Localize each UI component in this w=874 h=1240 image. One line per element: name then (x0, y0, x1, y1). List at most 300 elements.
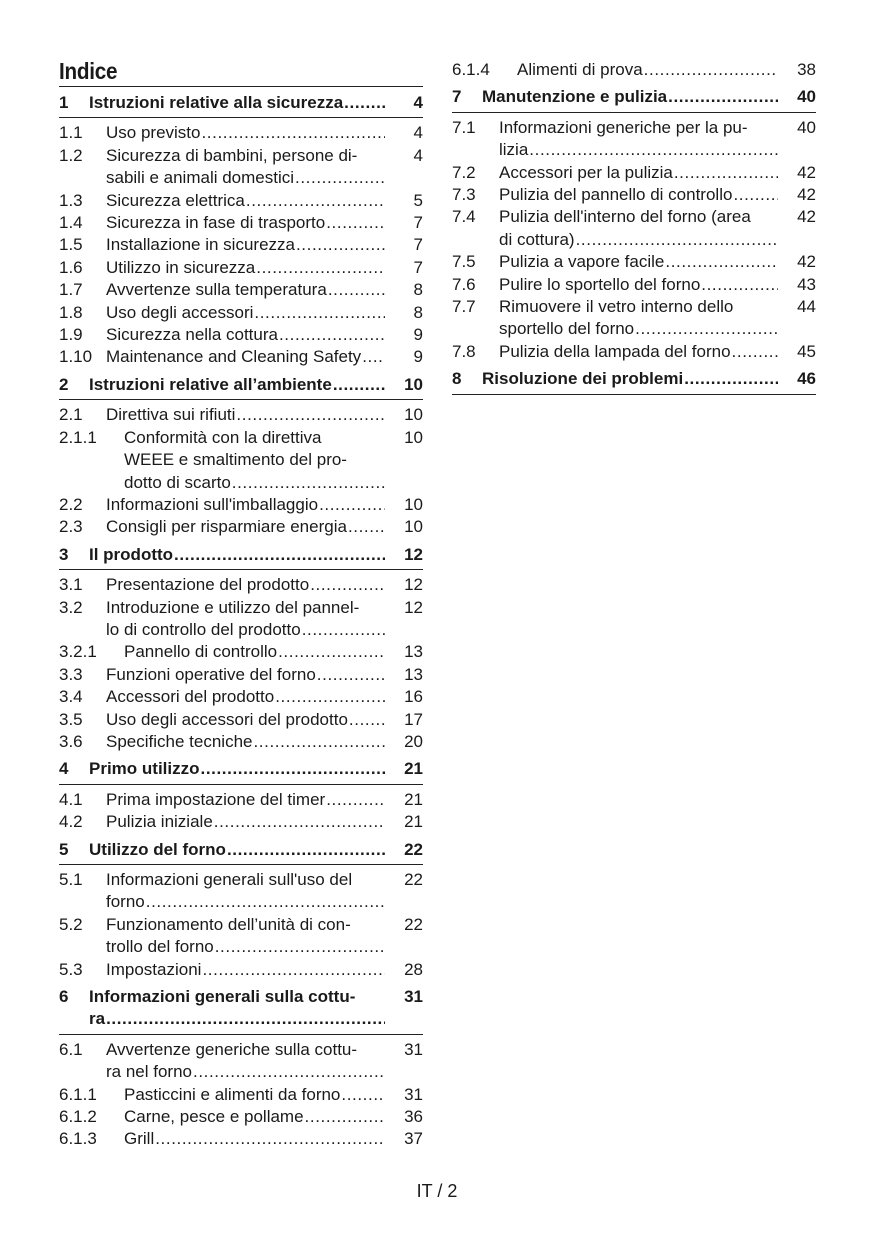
toc-entry-page: 12 (404, 575, 423, 595)
toc-entry-title-text: Pasticcini e alimenti da forno (124, 1084, 341, 1104)
toc-entry-title (106, 789, 385, 811)
toc-chapter-entry[interactable] (452, 81, 816, 112)
dot-leader (279, 324, 385, 346)
toc-entry-title (89, 544, 385, 566)
toc-entry-title-text: Pulizia della lampada del forno (499, 341, 731, 361)
toc-entry-page: 38 (797, 60, 816, 79)
toc-entry-title-text: Presentazione del prodotto (106, 575, 310, 595)
toc-entry-title (106, 709, 385, 731)
toc-entry-title-line (89, 544, 385, 566)
toc-entry-title-text: Funzioni operative del forno (106, 664, 316, 684)
toc-entry-title-line (106, 936, 385, 958)
toc-entry[interactable] (452, 251, 816, 273)
toc-entry[interactable] (452, 184, 816, 206)
toc-entry-title-text: Primo utilizzo (89, 759, 200, 779)
toc-entry-title (517, 59, 778, 81)
toc-entry-title-line (106, 789, 385, 811)
toc-entry-page: 10 (404, 494, 423, 514)
toc-entry-number: 3.4 (59, 687, 83, 707)
toc-entry-page: 7 (413, 257, 423, 277)
toc-entry[interactable] (59, 574, 423, 596)
toc-entry-title (124, 1128, 385, 1150)
toc-entry-number: 6.1 (59, 1039, 83, 1059)
toc-entry-number: 1.5 (59, 235, 83, 255)
toc-entry-number: 3.2.1 (59, 642, 97, 662)
toc-entry[interactable] (59, 914, 423, 959)
toc-entry-page: 13 (404, 664, 423, 684)
toc-entry[interactable] (452, 341, 816, 363)
toc-entry-title-line (124, 641, 385, 663)
toc-entry-title-line (499, 274, 778, 296)
toc-chapter-entry[interactable] (452, 363, 816, 394)
toc-entry-title-line (89, 1008, 385, 1030)
page-title: Indice (59, 58, 118, 84)
toc-entry-number: 5.2 (59, 914, 83, 934)
toc-entry-title-line: Avvertenze generiche sulla cottu- (106, 1039, 358, 1059)
toc-entry-title-text: sabili e animali domestici (106, 168, 295, 188)
dot-leader (295, 167, 385, 189)
toc-entry[interactable] (59, 302, 423, 324)
toc-entry-page: 31 (404, 1084, 423, 1104)
toc-entry-page: 43 (797, 274, 816, 294)
toc-entry-title-text: lizia (499, 140, 529, 160)
toc-entry-title-text: Carne, pesce e pollame (124, 1107, 304, 1127)
toc-entry-title-line (499, 139, 778, 161)
toc-entry-page: 42 (797, 162, 816, 182)
toc-entry-page: 21 (404, 812, 423, 832)
dot-leader (349, 709, 385, 731)
toc-entry-title-line (124, 1128, 385, 1150)
toc-entry-page: 42 (797, 185, 816, 205)
toc-entry-number: 7.5 (452, 252, 476, 272)
toc-entry[interactable] (452, 117, 816, 162)
toc-entry-page: 40 (797, 117, 816, 137)
toc-entry-number: 1.1 (59, 123, 83, 143)
toc-entry-title-line (89, 374, 385, 396)
toc-entry-title (124, 1106, 385, 1128)
toc-entry[interactable] (452, 274, 816, 296)
toc-entry-page: 12 (404, 544, 423, 564)
toc-entry-title (106, 404, 385, 426)
toc-entry[interactable] (59, 959, 423, 981)
toc-entry-number: 1.7 (59, 280, 83, 300)
toc-entry-title-text: Maintenance and Cleaning Safety (106, 347, 362, 367)
dot-leader (674, 162, 778, 184)
dot-leader (302, 619, 385, 641)
toc-entry-page: 7 (413, 235, 423, 255)
toc-chapter-entry[interactable] (59, 981, 423, 1035)
toc-entry[interactable] (59, 212, 423, 234)
dot-leader (214, 811, 385, 833)
toc-entry-title-text: trollo del forno (106, 937, 214, 957)
toc-entry-page: 10 (404, 374, 423, 394)
toc-entry-page: 44 (797, 297, 816, 317)
toc-entry-number: 7.2 (452, 162, 476, 182)
page-number: IT / 2 (416, 1181, 458, 1201)
toc-entry-title-line (106, 167, 385, 189)
toc-entry-title-text: Consigli per risparmiare energia (106, 517, 347, 537)
toc-entry-title-text: Uso degli accessori (106, 302, 254, 322)
dot-leader (529, 139, 778, 161)
toc-entry-title-line (106, 404, 385, 426)
toc-entry-number: 3.2 (59, 597, 83, 617)
dot-leader (275, 686, 385, 708)
toc-entry-page: 42 (797, 252, 816, 272)
toc-entry[interactable] (59, 709, 423, 731)
toc-entry-title (499, 251, 778, 273)
toc-entry-title-line (106, 664, 385, 686)
dot-leader (215, 936, 385, 958)
toc-entry-title (89, 758, 385, 780)
toc-entry-page: 9 (413, 325, 423, 345)
toc-entry-title-line (106, 811, 385, 833)
toc-entry-number: 5 (59, 839, 69, 859)
toc-entry-title-line (517, 59, 778, 81)
toc-entry-page: 22 (404, 839, 423, 859)
toc-entry-title-text: Uso previsto (106, 123, 201, 143)
toc-entry-number: 2.3 (59, 517, 83, 537)
toc-entry-title (124, 1084, 385, 1106)
toc-entry-title-line (89, 92, 385, 114)
toc-chapter-entry[interactable] (59, 753, 423, 784)
toc-entry[interactable] (59, 597, 423, 642)
toc-entry-number: 6.1.4 (452, 60, 490, 79)
dot-leader (253, 731, 385, 753)
toc-entry[interactable] (59, 427, 423, 494)
toc-entry-number: 8 (452, 369, 462, 389)
dot-leader (326, 212, 385, 234)
toc-entry-title-line: WEEE e smaltimento del pro- (124, 450, 347, 470)
dot-leader (146, 891, 385, 913)
toc-entry-title (106, 324, 385, 346)
dot-leader (328, 279, 385, 301)
dot-leader (174, 544, 385, 566)
toc-entry[interactable] (452, 206, 816, 251)
toc-entry[interactable] (59, 346, 423, 368)
dot-leader (319, 494, 385, 516)
dot-leader (201, 122, 385, 144)
toc-entry-number: 3 (59, 544, 69, 564)
toc-entry[interactable] (59, 122, 423, 144)
toc-entry-title (89, 839, 385, 861)
toc-entry-number: 3.6 (59, 731, 83, 751)
dot-leader (305, 1106, 385, 1128)
toc-entry-title-text: Utilizzo in sicurezza (106, 257, 256, 277)
toc-entry-title-text: Sicurezza in fase di trasporto (106, 213, 326, 233)
toc-entry-number: 6.1.1 (59, 1084, 97, 1104)
toc-entry-title (482, 368, 778, 390)
dot-leader (246, 190, 385, 212)
toc-entry[interactable] (59, 234, 423, 256)
toc-entry[interactable] (59, 1106, 423, 1128)
toc-entry-number: 1.8 (59, 302, 83, 322)
toc-entry-title-line: Funzionamento dell’unità di con- (106, 914, 351, 934)
toc-entry[interactable] (59, 731, 423, 753)
toc-entry-title (124, 641, 385, 663)
toc-entry-number: 6.1.2 (59, 1107, 97, 1127)
toc-entry[interactable] (59, 789, 423, 811)
toc-entry-number: 1 (59, 93, 69, 112)
toc-entry[interactable] (452, 296, 816, 341)
toc-entry-title-line (106, 686, 385, 708)
toc-entry-page: 17 (404, 709, 423, 729)
toc-entry-title-text: Prima impostazione del timer (106, 789, 326, 809)
toc-entry-title-text: lo di controllo del prodotto (106, 619, 301, 639)
toc-entry-title-text: ra (89, 1009, 106, 1029)
toc-entry-number: 3.1 (59, 575, 83, 595)
toc-entry-title-text: Avvertenze sulla temperatura (106, 280, 327, 300)
dot-leader (668, 86, 778, 108)
toc-entry-page: 42 (797, 207, 816, 227)
toc-entry[interactable] (59, 1128, 423, 1150)
toc-entry-number: 2.2 (59, 494, 83, 514)
toc-entry-title-line (89, 758, 385, 780)
toc-entry-page: 9 (413, 347, 423, 367)
toc-entry-page: 12 (404, 597, 423, 617)
toc-entry-title-line (124, 1084, 385, 1106)
toc-entry-title-line: Rimuovere il vetro interno dello (499, 297, 734, 317)
dot-leader (278, 641, 385, 663)
toc-entry-number: 7.6 (452, 274, 476, 294)
toc-entry-number: 7.4 (452, 207, 476, 227)
toc-entry-page: 16 (404, 687, 423, 707)
toc-entry-title (89, 986, 385, 1031)
toc-entry-page: 13 (404, 642, 423, 662)
toc-entry-title-line (499, 162, 778, 184)
toc-entry-number: 1.3 (59, 190, 83, 210)
toc-chapter-entry[interactable] (59, 87, 423, 118)
toc-entry-title-text: Istruzioni relative all’ambiente (89, 374, 332, 394)
toc-entry-title (106, 664, 385, 686)
toc-entry-title-line (106, 891, 385, 913)
toc-entry-number: 4 (59, 759, 69, 779)
dot-leader (296, 234, 385, 256)
toc-entry-title-text: Utilizzo del forno (89, 839, 226, 859)
toc-entry-page: 4 (413, 93, 423, 112)
toc-chapter-entry[interactable] (59, 539, 423, 570)
toc-entry[interactable] (59, 686, 423, 708)
toc-entry[interactable] (59, 145, 423, 190)
dot-leader (256, 257, 385, 279)
toc-entry-title-line: Informazioni generali sulla cottu- (89, 987, 356, 1007)
toc-entry-page: 4 (413, 145, 423, 165)
dot-leader (106, 1008, 385, 1030)
toc-entry-title-line (106, 1061, 385, 1083)
toc-entry-title-line (499, 251, 778, 273)
dot-leader (684, 368, 778, 390)
toc-entry-title-text: ra nel forno (106, 1062, 192, 1082)
toc-entry-page: 21 (404, 789, 423, 809)
toc-entry-page: 22 (404, 914, 423, 934)
toc-entry-title-text: Il prodotto (89, 544, 174, 564)
toc-entry[interactable] (59, 811, 423, 833)
toc-entry[interactable] (59, 516, 423, 538)
toc-entry-title-line (106, 346, 385, 368)
toc-entry-title-text: Pannello di controllo (124, 642, 278, 662)
toc-entry-title (106, 302, 385, 324)
toc-entry-number: 2.1.1 (59, 427, 97, 447)
toc-entry[interactable] (59, 494, 423, 516)
toc-entry-title-text: Grill (124, 1129, 155, 1149)
toc-entry-title-text: Manutenzione e pulizia (482, 87, 668, 107)
toc-entry-number: 1.4 (59, 213, 83, 233)
toc-entry[interactable] (59, 404, 423, 426)
toc-entry-title-text: Risoluzione dei problemi (482, 369, 684, 389)
toc-entry-number: 6.1.3 (59, 1129, 97, 1149)
dot-leader (732, 341, 778, 363)
toc-entry-title-line (106, 516, 385, 538)
toc-entry-title-line (482, 86, 778, 108)
toc-entry-page: 46 (797, 369, 816, 389)
toc-entry-number: 1.9 (59, 325, 83, 345)
toc-entry-title-text: Pulizia a vapore facile (499, 252, 665, 272)
dot-leader (201, 758, 386, 780)
toc-entry-number: 4.2 (59, 812, 83, 832)
toc-entry-number: 2.1 (59, 405, 83, 425)
dot-leader (254, 302, 385, 324)
dot-leader (310, 574, 385, 596)
toc-entry-number: 5.1 (59, 870, 83, 889)
toc-entry[interactable] (452, 162, 816, 184)
toc-entry-number: 1.10 (59, 347, 93, 367)
toc-entry-title-text: Istruzioni relative alla sicurezza (89, 93, 344, 112)
toc-entry-page: 10 (404, 405, 423, 425)
toc-entry-title-text: sportello del forno (499, 319, 635, 339)
toc-entry-title (482, 86, 778, 108)
toc-entry-title-line (499, 184, 778, 206)
toc-entry-title-line: Introduzione e utilizzo del pannel- (106, 597, 360, 617)
toc-entry[interactable] (59, 1039, 423, 1084)
dot-leader (202, 959, 385, 981)
toc-entry-number: 7 (452, 87, 462, 107)
toc-entry-title-line (106, 122, 385, 144)
toc-entry[interactable] (59, 190, 423, 212)
toc-entry-page: 40 (797, 87, 816, 107)
toc-entry-title (106, 686, 385, 708)
toc-entry-number: 6 (59, 987, 69, 1007)
toc-entry-title-line: Conformità con la direttiva (124, 427, 322, 447)
toc-entry-title-line (106, 959, 385, 981)
toc-entry-title-line (482, 368, 778, 390)
toc-entry-title (106, 212, 385, 234)
dot-leader (227, 839, 385, 861)
toc-entry-title (106, 731, 385, 753)
toc-entry-title (106, 914, 385, 959)
toc-entry-title (106, 959, 385, 981)
toc-entry-title-text: Pulizia del pannello di controllo (499, 185, 733, 205)
toc-entry-title (106, 574, 385, 596)
toc-entry-number: 7.8 (452, 341, 476, 361)
toc-entry-number: 4.1 (59, 789, 83, 809)
toc-entry-page: 45 (797, 341, 816, 361)
toc-chapter-entry[interactable] (59, 834, 423, 865)
toc-entry-title (499, 296, 778, 341)
toc-entry-title-line (106, 731, 385, 753)
toc-entry-page: 5 (413, 190, 423, 210)
toc-entry[interactable] (59, 279, 423, 301)
toc-right-column (452, 59, 816, 399)
toc-entry-title (106, 811, 385, 833)
toc-entry-title-line (106, 257, 385, 279)
toc-entry-title-text: Sicurezza elettrica (106, 190, 245, 210)
toc-entry-title (106, 597, 385, 642)
toc-entry-title-text: Sicurezza nella cottura (106, 325, 278, 345)
toc-entry-page: 10 (404, 427, 423, 447)
dot-leader (317, 664, 385, 686)
toc-entry-number: 5.3 (59, 959, 83, 979)
toc-entry-title-line (499, 229, 778, 251)
dot-leader (326, 789, 385, 811)
toc-entry-page: 37 (404, 1129, 423, 1149)
toc-entry-title-line (106, 574, 385, 596)
dot-leader (644, 59, 778, 81)
dot-leader (665, 251, 778, 273)
toc-entry-title (106, 257, 385, 279)
toc-entry-title (106, 1039, 385, 1084)
toc-entry-number: 1.2 (59, 145, 83, 165)
toc-entry-title-line (499, 341, 778, 363)
toc-entry-title-text: Alimenti di prova (517, 60, 643, 79)
toc-entry[interactable] (452, 59, 816, 81)
toc-entry-page: 7 (413, 213, 423, 233)
dot-leader (236, 404, 385, 426)
toc-entry-page: 20 (404, 731, 423, 751)
toc-chapter-entry[interactable] (59, 369, 423, 400)
dot-leader (341, 1084, 385, 1106)
toc-entry-title-text: Pulizia iniziale (106, 812, 213, 832)
toc-entry-title (106, 122, 385, 144)
toc-entry[interactable] (59, 257, 423, 279)
toc-entry-title-text: Impostazioni (106, 959, 202, 979)
toc-entry-title-line (106, 302, 385, 324)
toc-entry-title (106, 869, 385, 914)
toc-entry-title (89, 374, 385, 396)
toc-entry-title-line (124, 472, 385, 494)
toc-entry-title-line: Informazioni generiche per la pu- (499, 117, 748, 137)
toc-entry-title-text: Pulire lo sportello del forno (499, 274, 701, 294)
dot-leader (362, 346, 385, 368)
toc-entry-title-text: Direttiva sui rifiuti (106, 405, 236, 425)
dot-leader (701, 274, 778, 296)
dot-leader (232, 472, 385, 494)
toc-entry-number: 3.3 (59, 664, 83, 684)
toc-entry-title (499, 162, 778, 184)
toc-entry-title-text: di cottura) (499, 229, 575, 249)
toc-entry-title-line (106, 279, 385, 301)
toc-entry-title (106, 494, 385, 516)
toc-entry-number: 1.6 (59, 257, 83, 277)
toc-entry-page: 31 (404, 987, 423, 1007)
toc-entry-title-line (106, 494, 385, 516)
toc-entry[interactable] (59, 1084, 423, 1106)
toc-entry-title (124, 427, 385, 494)
toc-entry-title-text: Accessori per la pulizia (499, 162, 673, 182)
toc-entry-title-line: Pulizia dell'interno del forno (area (499, 207, 751, 227)
toc-entry-title-line (106, 212, 385, 234)
toc-entry-page: 22 (404, 870, 423, 889)
toc-entry-title-text: dotto di scarto (124, 472, 231, 492)
dot-leader (576, 229, 778, 251)
toc-entry-title-line: Informazioni generali sull'uso del (106, 870, 353, 889)
toc-entry[interactable] (59, 664, 423, 686)
toc-entry-title (106, 145, 385, 190)
dot-leader (155, 1128, 385, 1150)
toc-entry[interactable] (59, 641, 423, 663)
toc-entry[interactable] (59, 869, 423, 914)
toc-entry-number: 7.3 (452, 185, 476, 205)
toc-entry-title-line (106, 619, 385, 641)
toc-entry[interactable] (59, 324, 423, 346)
